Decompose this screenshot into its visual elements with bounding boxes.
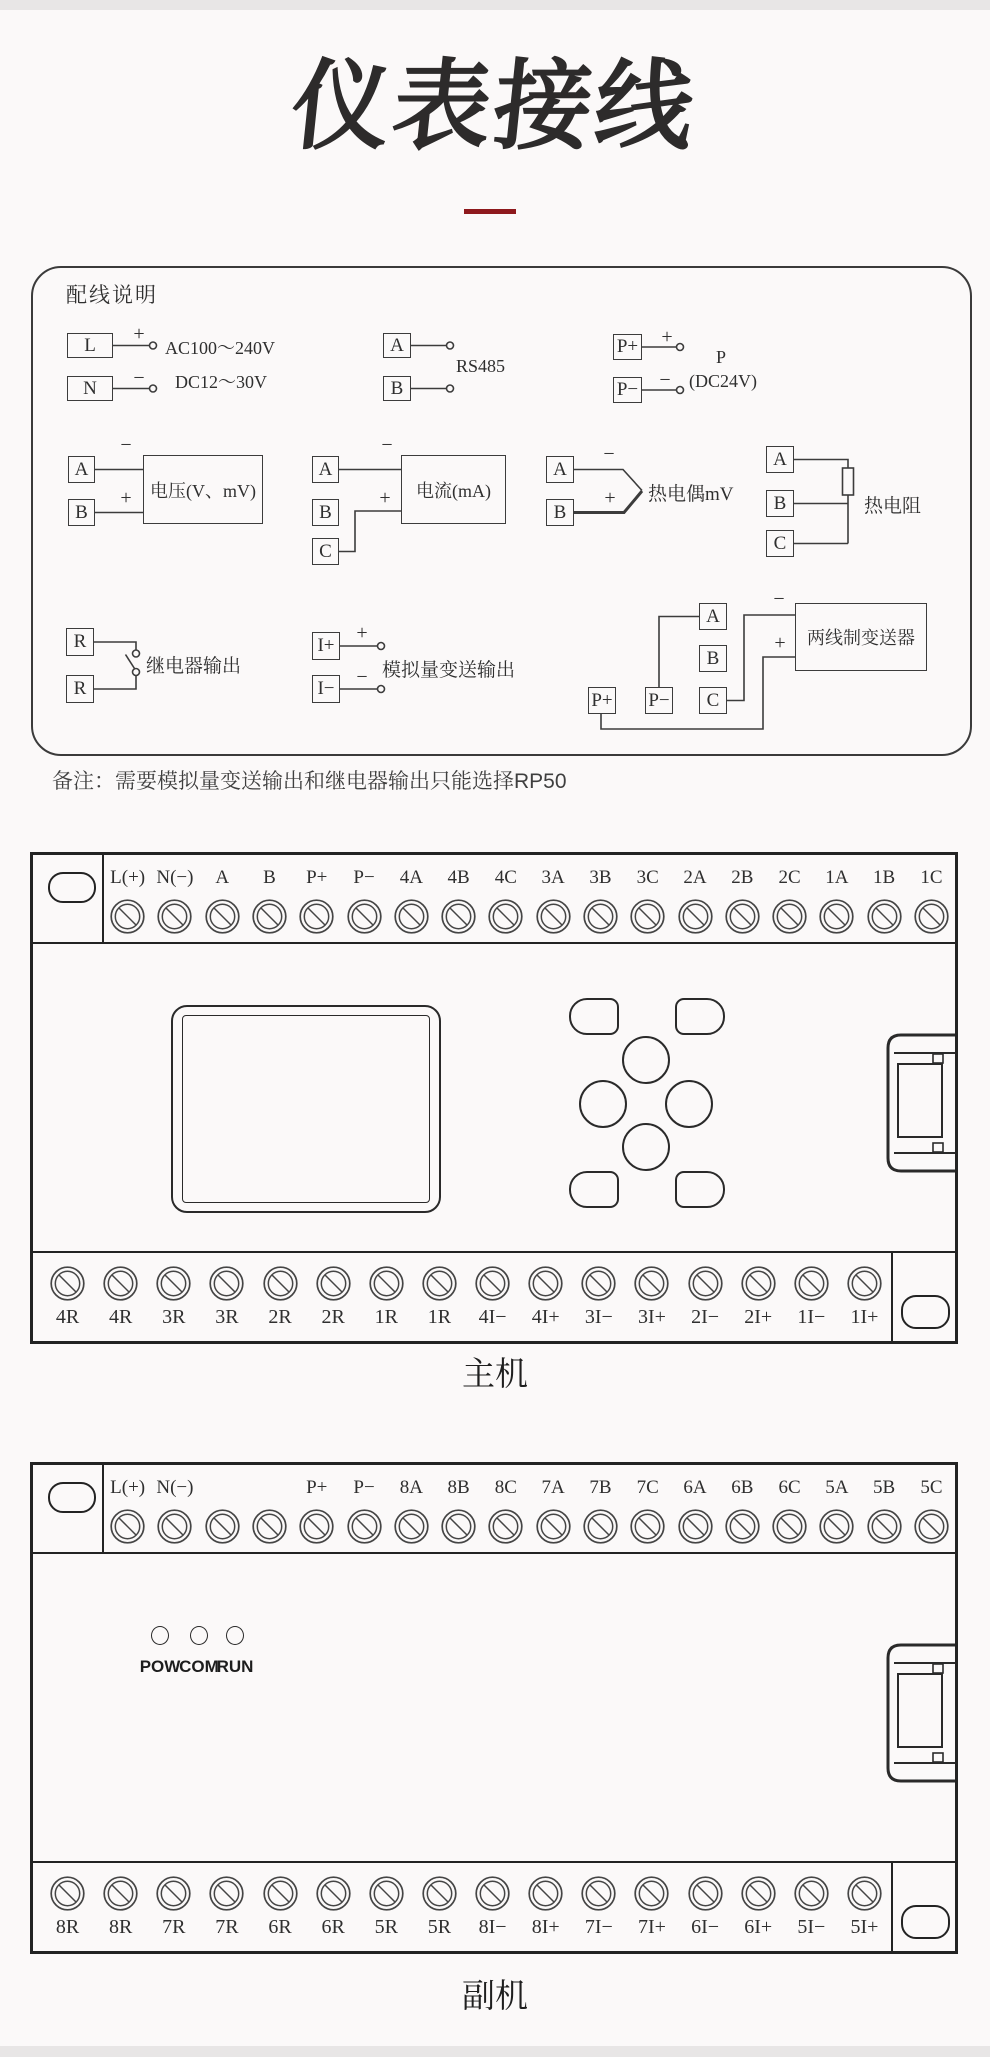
- terminal-Pminus-transmitter: P−: [645, 687, 673, 714]
- polarity-minus: −: [659, 369, 671, 391]
- terminal-column: [530, 1465, 577, 1552]
- terminal-column: [785, 1253, 838, 1341]
- polarity-minus: −: [133, 367, 145, 389]
- terminal-column: [94, 1863, 147, 1951]
- terminal-label: 8R: [55, 1916, 80, 1938]
- terminal-label: 8A: [399, 1477, 423, 1498]
- screw-terminal-icon: [687, 1265, 724, 1302]
- terminal-P-minus: P−: [613, 377, 642, 403]
- screw-terminal-icon: [109, 1508, 146, 1545]
- terminal-column: [246, 1465, 293, 1552]
- terminal-label: P+: [306, 867, 328, 888]
- polarity-minus: −: [381, 434, 393, 456]
- rtd-label: 热电阻: [864, 496, 922, 517]
- power-range-line1: AC100～240V: [165, 338, 276, 358]
- screw-terminal-icon: [474, 1875, 511, 1912]
- terminal-I-plus: I+: [312, 632, 340, 660]
- terminal-column: [307, 1863, 360, 1951]
- screw-terminal-icon: [771, 1508, 808, 1545]
- voltage-input-box: 电压(V、mV): [143, 455, 263, 524]
- terminal-column: [671, 1465, 718, 1552]
- side-connector: [885, 1643, 955, 1783]
- terminal-label: 3I−: [584, 1306, 613, 1328]
- terminal-column: [41, 1253, 94, 1341]
- terminal-label: B: [263, 867, 276, 888]
- aux-power-name: P: [716, 347, 727, 367]
- screw-terminal-icon: [298, 1508, 335, 1545]
- screw-terminal-icon: [393, 898, 430, 935]
- terminal-column: [435, 855, 482, 942]
- power-range-line2: DC12～30V: [175, 372, 268, 392]
- lcd-display: [171, 1005, 441, 1213]
- screw-terminal-icon: [629, 898, 666, 935]
- screw-terminal-icon: [527, 1265, 564, 1302]
- polarity-plus: +: [774, 632, 786, 654]
- terminal-A-thermocouple: A: [546, 456, 574, 483]
- mount-hole: [901, 1295, 950, 1329]
- thermocouple-label: 热电偶mV: [648, 484, 734, 505]
- terminal-label: 1I+: [850, 1306, 879, 1328]
- terminal-label: 4B: [447, 867, 470, 888]
- wiring-instructions-box: [31, 266, 972, 756]
- screw-terminal-icon: [262, 1265, 299, 1302]
- screw-terminal-icon: [156, 898, 193, 935]
- terminal-C-rtd: C: [766, 530, 794, 557]
- sub-top-terminals: [104, 1465, 955, 1552]
- terminal-label: 3B: [589, 867, 612, 888]
- terminal-B-thermocouple: B: [546, 499, 574, 526]
- terminal-label: 2B: [731, 867, 754, 888]
- screw-terminal-icon: [440, 898, 477, 935]
- com-led-label: COM: [179, 1657, 219, 1676]
- main-bottom-terminals: [33, 1253, 891, 1341]
- screw-terminal-icon: [846, 1265, 883, 1302]
- terminal-label: 2R: [321, 1306, 345, 1328]
- terminal-column: [199, 855, 246, 942]
- terminal-label: 8R: [109, 1916, 133, 1938]
- terminal-label: 5R: [427, 1916, 452, 1938]
- terminal-B-voltage: B: [68, 499, 95, 526]
- terminal-label: 7I−: [584, 1916, 613, 1938]
- screw-terminal-icon: [487, 1508, 524, 1545]
- terminal-C-transmitter: C: [699, 687, 727, 714]
- run-led: [226, 1626, 244, 1645]
- terminal-label: 5R: [374, 1916, 398, 1938]
- terminal-column: [519, 1253, 572, 1341]
- aux-power-spec: (DC24V): [689, 371, 757, 391]
- screw-terminal-icon: [527, 1875, 564, 1912]
- bottom-border-bar: [0, 2046, 990, 2057]
- terminal-label: 2C: [778, 867, 801, 888]
- terminal-column: [624, 855, 671, 942]
- key-left: [579, 1080, 627, 1128]
- polarity-minus: −: [120, 434, 132, 456]
- screw-terminal-icon: [315, 1265, 352, 1302]
- terminal-column: [719, 855, 766, 942]
- analog-output-label: 模拟量变送输出: [382, 660, 516, 681]
- terminal-label: 2A: [683, 867, 707, 888]
- terminal-label: 4C: [494, 867, 517, 888]
- terminal-B-rtd: B: [766, 490, 794, 517]
- key-bottom-left: [569, 1171, 619, 1208]
- terminal-column: [466, 1253, 519, 1341]
- terminal-column: [861, 855, 908, 942]
- mount-hole: [48, 1482, 96, 1513]
- screw-terminal-icon: [724, 898, 761, 935]
- key-right: [665, 1080, 713, 1128]
- terminal-label: 6I+: [744, 1916, 773, 1938]
- screw-terminal-icon: [793, 1875, 830, 1912]
- polarity-minus: −: [603, 443, 615, 465]
- terminal-column: [908, 1465, 955, 1552]
- screw-terminal-icon: [633, 1265, 670, 1302]
- main-unit-panel: [30, 852, 958, 1344]
- terminal-label: 3C: [636, 867, 659, 888]
- com-led: [190, 1626, 208, 1645]
- terminal-label: 8I−: [478, 1916, 507, 1938]
- terminal-column: [572, 1863, 625, 1951]
- current-input-box: 电流(mA): [401, 455, 506, 524]
- terminal-column: [732, 1253, 785, 1341]
- terminal-Pplus-transmitter: P+: [588, 687, 616, 714]
- screw-terminal-icon: [421, 1265, 458, 1302]
- terminal-column: [577, 1465, 624, 1552]
- terminal-column: [572, 1253, 625, 1341]
- mount-hole: [901, 1905, 950, 1939]
- screw-terminal-icon: [818, 898, 855, 935]
- terminal-label: 3A: [541, 867, 565, 888]
- screw-terminal-icon: [204, 1508, 241, 1545]
- terminal-label: L(+): [110, 1477, 146, 1498]
- terminal-label: 5B: [873, 1477, 896, 1498]
- screw-terminal-icon: [102, 1875, 139, 1912]
- terminal-column: [766, 1465, 813, 1552]
- key-bottom-right: [675, 1171, 725, 1208]
- terminal-label: 6R: [321, 1916, 345, 1938]
- terminal-column: [200, 1863, 253, 1951]
- screw-terminal-icon: [315, 1875, 352, 1912]
- key-top-right: [675, 998, 725, 1035]
- terminal-label: 5C: [920, 1477, 943, 1498]
- terminal-C-current: C: [312, 538, 339, 565]
- terminal-label: 6A: [683, 1477, 707, 1498]
- screw-terminal-icon: [298, 898, 335, 935]
- screw-terminal-icon: [346, 1508, 383, 1545]
- terminal-column: [200, 1253, 253, 1341]
- screw-terminal-icon: [740, 1265, 777, 1302]
- terminal-A-rs485: A: [383, 333, 411, 358]
- terminal-column: [625, 1863, 678, 1951]
- terminal-column: [360, 1863, 413, 1951]
- power-led: [151, 1626, 169, 1645]
- mount-hole-compartment: [33, 855, 104, 942]
- sub-bottom-terminals: [33, 1863, 891, 1951]
- screw-terminal-icon: [251, 898, 288, 935]
- terminal-column: [104, 855, 151, 942]
- terminal-label: 8I+: [531, 1916, 560, 1938]
- screw-terminal-icon: [49, 1875, 86, 1912]
- terminal-A-transmitter: A: [699, 603, 727, 630]
- key-up: [622, 1036, 670, 1084]
- wiring-box-heading: 配线说明: [66, 283, 158, 307]
- screw-terminal-icon: [866, 1508, 903, 1545]
- mount-hole: [48, 872, 96, 903]
- main-top-terminals: [104, 855, 955, 942]
- terminal-column: [624, 1465, 671, 1552]
- screw-terminal-icon: [155, 1875, 192, 1912]
- terminal-label: P−: [353, 867, 375, 888]
- terminal-column: [766, 855, 813, 942]
- terminal-column: [104, 1465, 151, 1552]
- screw-terminal-icon: [771, 898, 808, 935]
- terminal-column: [41, 1863, 94, 1951]
- terminal-column: [732, 1863, 785, 1951]
- terminal-column: [482, 855, 529, 942]
- screw-terminal-icon: [49, 1265, 86, 1302]
- screw-terminal-icon: [155, 1265, 192, 1302]
- terminal-N: N: [67, 376, 113, 401]
- polarity-plus: +: [120, 487, 132, 509]
- terminal-column: [671, 855, 718, 942]
- screw-terminal-icon: [487, 898, 524, 935]
- terminal-column: [413, 1863, 466, 1951]
- terminal-label: 2R: [268, 1306, 292, 1328]
- terminal-A-voltage: A: [68, 456, 95, 483]
- terminal-label: P−: [353, 1477, 375, 1498]
- terminal-label: P+: [306, 1477, 328, 1498]
- screw-terminal-icon: [629, 1508, 666, 1545]
- terminal-column: [625, 1253, 678, 1341]
- terminal-column: [838, 1863, 891, 1951]
- terminal-label: 1R: [374, 1306, 398, 1328]
- terminal-B-transmitter: B: [699, 645, 727, 672]
- terminal-column: [340, 1465, 387, 1552]
- terminal-label: 3R: [215, 1306, 239, 1328]
- terminal-label: 7I+: [637, 1916, 666, 1938]
- sub-unit-caption: 副机: [462, 1977, 528, 2014]
- terminal-label: 4R: [109, 1306, 133, 1328]
- terminal-column: [360, 1253, 413, 1341]
- terminal-B-rs485: B: [383, 376, 411, 401]
- terminal-label: 3R: [162, 1306, 186, 1328]
- screw-terminal-icon: [866, 898, 903, 935]
- page-title: 仪表接线: [286, 51, 702, 161]
- terminal-label: 6B: [731, 1477, 754, 1498]
- terminal-column: [785, 1863, 838, 1951]
- screw-terminal-icon: [204, 898, 241, 935]
- main-top-terminal-strip: [33, 855, 955, 944]
- terminal-label: 4I−: [478, 1306, 507, 1328]
- screw-terminal-icon: [393, 1508, 430, 1545]
- side-connector: [885, 1033, 955, 1173]
- terminal-column: [147, 1253, 200, 1341]
- screw-terminal-icon: [846, 1875, 883, 1912]
- polarity-minus: −: [773, 588, 785, 610]
- terminal-column: [413, 1253, 466, 1341]
- run-led-label: RUN: [216, 1657, 254, 1676]
- transmitter-box: 两线制变送器: [795, 603, 927, 671]
- screw-terminal-icon: [251, 1508, 288, 1545]
- mount-hole-compartment: [891, 1863, 955, 1951]
- main-unit-caption: 主机: [462, 1355, 528, 1392]
- screw-terminal-icon: [818, 1508, 855, 1545]
- terminal-column: [519, 1863, 572, 1951]
- screw-terminal-icon: [724, 1508, 761, 1545]
- terminal-column: [466, 1863, 519, 1951]
- terminal-label: 2I+: [744, 1306, 773, 1328]
- terminal-label: 1B: [873, 867, 896, 888]
- screw-terminal-icon: [262, 1875, 299, 1912]
- screw-terminal-icon: [368, 1875, 405, 1912]
- top-border-bar: [0, 0, 990, 10]
- screw-terminal-icon: [913, 898, 950, 935]
- terminal-label: 4A: [399, 867, 423, 888]
- sub-top-terminal-strip: [33, 1465, 955, 1554]
- terminal-column: [679, 1253, 732, 1341]
- terminal-label: 1C: [920, 867, 943, 888]
- screw-terminal-icon: [368, 1265, 405, 1302]
- sub-bottom-terminal-strip: [33, 1861, 955, 1951]
- screw-terminal-icon: [208, 1265, 245, 1302]
- terminal-label: 7R: [215, 1916, 239, 1938]
- terminal-column: [719, 1465, 766, 1552]
- screw-terminal-icon: [580, 1875, 617, 1912]
- terminal-column: [293, 855, 340, 942]
- title-accent-line: [464, 209, 516, 214]
- screw-terminal-icon: [440, 1508, 477, 1545]
- lcd-screen: [182, 1015, 430, 1203]
- polarity-plus: +: [604, 487, 616, 509]
- terminal-column: [340, 855, 387, 942]
- terminal-label: 7C: [636, 1477, 659, 1498]
- terminal-column: [151, 855, 198, 942]
- terminal-label: 7R: [162, 1916, 186, 1938]
- terminal-label: N(−): [156, 867, 194, 888]
- terminal-column: [254, 1863, 307, 1951]
- screw-terminal-icon: [793, 1265, 830, 1302]
- terminal-column: [151, 1465, 198, 1552]
- key-top-left: [569, 998, 619, 1035]
- terminal-column: [813, 855, 860, 942]
- terminal-label: L(+): [110, 867, 146, 888]
- note-text: 备注：需要模拟量变送输出和继电器输出只能选择RP50: [52, 770, 567, 793]
- terminal-label: 6R: [268, 1916, 292, 1938]
- terminal-column: [254, 1253, 307, 1341]
- terminal-column: [307, 1253, 360, 1341]
- polarity-plus: +: [379, 487, 391, 509]
- terminal-column: [435, 1465, 482, 1552]
- terminal-label: 2I−: [691, 1306, 720, 1328]
- sub-unit-panel: [30, 1462, 958, 1954]
- terminal-label: 6I−: [691, 1916, 720, 1938]
- terminal-label: 6C: [778, 1477, 801, 1498]
- terminal-label: 3I+: [637, 1306, 666, 1328]
- screw-terminal-icon: [535, 898, 572, 935]
- screw-terminal-icon: [109, 898, 146, 935]
- terminal-column: [94, 1253, 147, 1341]
- terminal-P-plus: P+: [613, 334, 642, 360]
- terminal-label: N(−): [156, 1477, 194, 1498]
- polarity-plus: +: [356, 622, 368, 644]
- terminal-column: [199, 1465, 246, 1552]
- terminal-label: 7B: [589, 1477, 612, 1498]
- rs485-label: RS485: [456, 356, 506, 376]
- terminal-column: [246, 855, 293, 942]
- screw-terminal-icon: [913, 1508, 950, 1545]
- terminal-column: [530, 855, 577, 942]
- screw-terminal-icon: [102, 1265, 139, 1302]
- screw-terminal-icon: [687, 1875, 724, 1912]
- screw-terminal-icon: [421, 1875, 458, 1912]
- screw-terminal-icon: [208, 1875, 245, 1912]
- terminal-label: A: [215, 867, 230, 888]
- terminal-label: 7A: [541, 1477, 565, 1498]
- terminal-column: [838, 1253, 891, 1341]
- terminal-label: 8B: [447, 1477, 470, 1498]
- terminal-column: [388, 1465, 435, 1552]
- terminal-A-rtd: A: [766, 446, 794, 473]
- screw-terminal-icon: [535, 1508, 572, 1545]
- terminal-label: 1I−: [797, 1306, 826, 1328]
- screw-terminal-icon: [474, 1265, 511, 1302]
- screw-terminal-icon: [156, 1508, 193, 1545]
- screw-terminal-icon: [740, 1875, 777, 1912]
- terminal-A-current: A: [312, 456, 339, 483]
- polarity-minus: −: [356, 666, 368, 688]
- screw-terminal-icon: [633, 1875, 670, 1912]
- terminal-B-current: B: [312, 499, 339, 526]
- terminal-column: [908, 855, 955, 942]
- terminal-label: 1A: [825, 867, 849, 888]
- terminal-column: [861, 1465, 908, 1552]
- screw-terminal-icon: [677, 1508, 714, 1545]
- screw-terminal-icon: [582, 898, 619, 935]
- screw-terminal-icon: [580, 1265, 617, 1302]
- terminal-label: 4R: [55, 1306, 80, 1328]
- polarity-plus: +: [133, 323, 145, 345]
- terminal-R1: R: [66, 628, 94, 656]
- terminal-column: [147, 1863, 200, 1951]
- terminal-column: [813, 1465, 860, 1552]
- main-bottom-terminal-strip: [33, 1251, 955, 1341]
- power-led-label: POW: [139, 1657, 181, 1676]
- terminal-column: [482, 1465, 529, 1552]
- terminal-label: 5I+: [850, 1916, 879, 1938]
- key-down: [622, 1123, 670, 1171]
- terminal-column: [577, 855, 624, 942]
- terminal-label: 5A: [825, 1477, 849, 1498]
- screw-terminal-icon: [346, 898, 383, 935]
- terminal-R2: R: [66, 675, 94, 703]
- relay-output-label: 继电器输出: [146, 656, 242, 677]
- screw-terminal-icon: [677, 898, 714, 935]
- terminal-label: 1R: [427, 1306, 452, 1328]
- polarity-plus: +: [661, 326, 673, 348]
- mount-hole-compartment: [33, 1465, 104, 1552]
- terminal-label: 8C: [494, 1477, 517, 1498]
- terminal-column: [679, 1863, 732, 1951]
- terminal-label: 5I−: [797, 1916, 826, 1938]
- terminal-column: [293, 1465, 340, 1552]
- terminal-L: L: [67, 333, 113, 358]
- mount-hole-compartment: [891, 1253, 955, 1341]
- terminal-label: 4I+: [531, 1306, 560, 1328]
- screw-terminal-icon: [582, 1508, 619, 1545]
- terminal-I-minus: I−: [312, 675, 340, 703]
- terminal-column: [388, 855, 435, 942]
